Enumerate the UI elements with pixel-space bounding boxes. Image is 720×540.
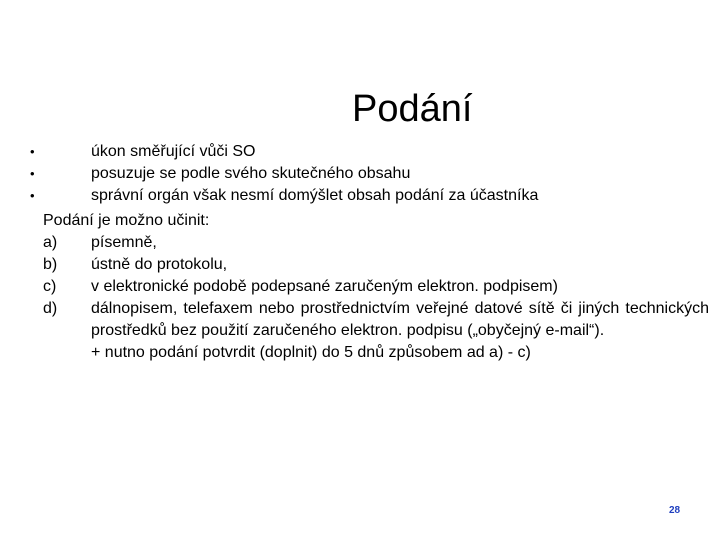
bullet-text: úkon směřující vůči SO bbox=[91, 143, 256, 160]
bullet-icon: • bbox=[30, 166, 35, 181]
list-marker: c) bbox=[43, 278, 57, 295]
bullet-icon: • bbox=[30, 188, 35, 203]
bullet-item bbox=[28, 163, 688, 185]
list-item bbox=[43, 232, 709, 254]
bullet-text: správní orgán však nesmí domýšlet obsah podání za účastníka bbox=[91, 187, 539, 204]
slide-title: Podání bbox=[352, 88, 473, 130]
note-text: + nutno podání potvrdit (doplnit) do 5 dnů způsobem ad a) - c) bbox=[91, 344, 531, 361]
list-item bbox=[43, 276, 709, 298]
bullet-list bbox=[28, 141, 688, 207]
bullet-item bbox=[28, 185, 688, 207]
bullet-text: posuzuje se podle svého skutečného obsahu bbox=[91, 165, 411, 182]
list-text: dálnopisem, telefaxem nebo prostřednictvím veřejné datové sítě či jiných technických prostředků bez použití zaručeného elektron. podpisu („obyčejný e-mail“). bbox=[91, 300, 709, 339]
list-text: písemně, bbox=[91, 234, 157, 251]
bullet-item bbox=[28, 141, 688, 163]
list-marker: d) bbox=[43, 300, 58, 317]
list-text: v elektronické podobě podepsané zaručeným elektron. podpisem) bbox=[91, 278, 558, 295]
list-marker: a) bbox=[43, 234, 58, 251]
list-item bbox=[43, 298, 709, 342]
bullet-icon: • bbox=[30, 144, 35, 159]
list-text: ústně do protokolu, bbox=[91, 256, 228, 273]
page-number: 28 bbox=[669, 505, 681, 516]
intro-text: Podání je možno učinit: bbox=[43, 212, 210, 229]
list-item bbox=[43, 254, 709, 276]
submission-methods bbox=[43, 210, 709, 364]
list-marker: b) bbox=[43, 256, 58, 273]
